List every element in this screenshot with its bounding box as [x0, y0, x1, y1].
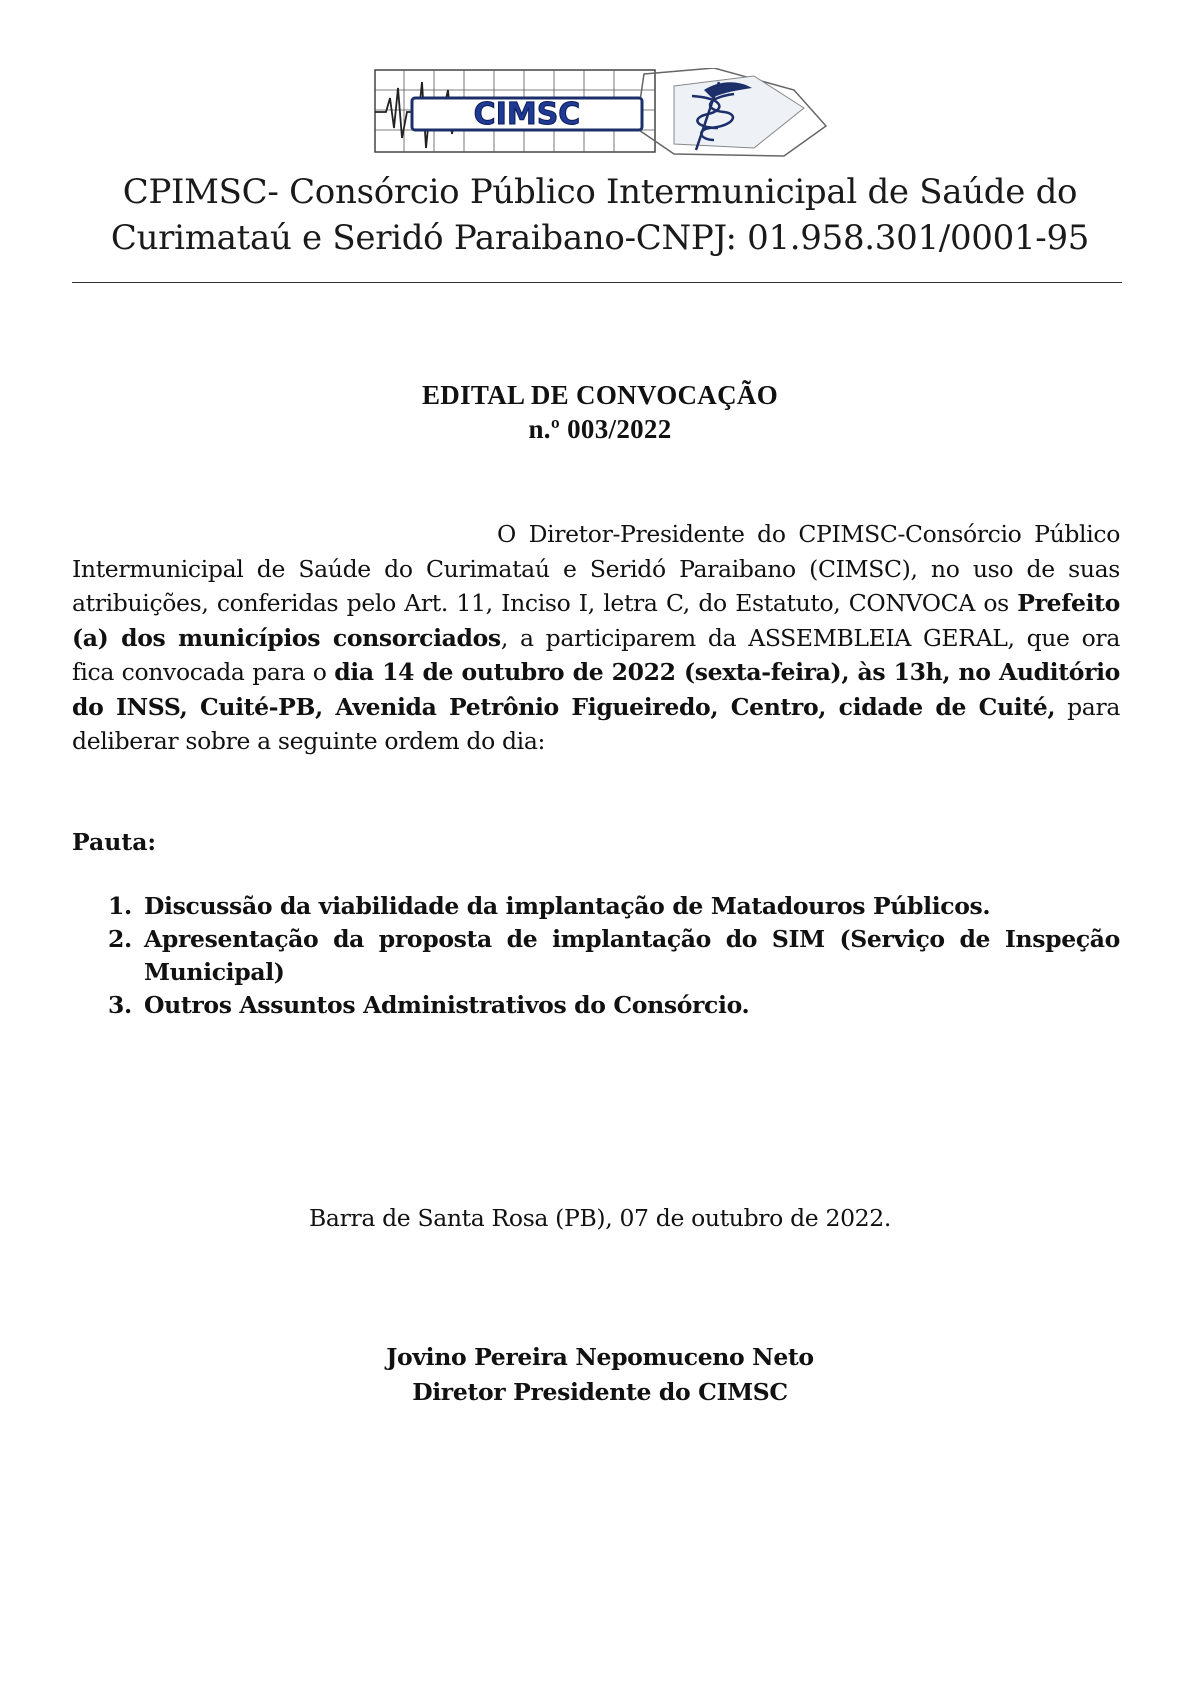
agenda-item-text: Apresentação da proposta de implantação do SIM (Serviço de Inspeção Municipal) [144, 925, 1120, 986]
agenda-item-text: Discussão da viabilidade da implantação de Matadouros Públicos. [144, 892, 991, 920]
agenda-item-number: 3. [108, 991, 132, 1019]
agenda-heading: Pauta: [72, 828, 157, 856]
place-and-date: Barra de Santa Rosa (PB), 07 de outubro de 2022. [308, 1204, 891, 1232]
paragraph-bold-1: Prefeito (a) dos municípios consorciados [72, 589, 1120, 652]
signatory-role: Diretor Presidente do CIMSC [412, 1378, 788, 1406]
signatory-name: Jovino Pereira Nepomuceno Neto [386, 1343, 814, 1371]
document-title: EDITAL DE CONVOCAÇÃO [422, 380, 778, 410]
document-number: n.º 003/2022 [528, 414, 672, 444]
header-divider [72, 282, 1122, 283]
agenda-item-text: Outros Assuntos Administrativos do Consórcio. [144, 991, 750, 1019]
org-name-line-1: CPIMSC- Consórcio Público Intermunicipal de Saúde do [122, 172, 1078, 212]
cimsc-logo [374, 68, 828, 158]
agenda-item-number: 1. [108, 892, 132, 920]
convocation-paragraph [72, 517, 1120, 759]
agenda-item [72, 923, 1120, 989]
paragraph-text-3: para deliberar sobre a seguinte ordem do dia: [72, 692, 1120, 755]
org-name-line-2: Curimataú e Seridó Paraibano-CNPJ: 01.958.301/0001-95 [110, 218, 1090, 258]
paragraph-text-1: O Diretor-Presidente do CPIMSC-Consórcio Público Intermunicipal de Saúde do Curimataú e Seridó Paraibano (CIMSC), no uso de suas atribuições, conferidas pelo Art. 11, Inciso I, letra C, do Estatuto, CONVOCA os [72, 520, 1120, 617]
logo-text: CIMSC [473, 97, 581, 132]
paragraph-text-2: , a participarem da ASSEMBLEIA GERAL, que ora fica convocada para o [72, 623, 1120, 686]
agenda-item-number: 2. [108, 925, 132, 953]
paragraph-bold-2: dia 14 de outubro de 2022 (sexta-feira), às 13h, no Auditório do INSS, Cuité-PB, Avenida Petrônio Figueiredo, Centro, cidade de Cuité, [72, 658, 1121, 721]
agenda-list [72, 890, 1120, 1022]
agenda-item [72, 989, 1120, 1022]
agenda-item [72, 890, 1120, 923]
